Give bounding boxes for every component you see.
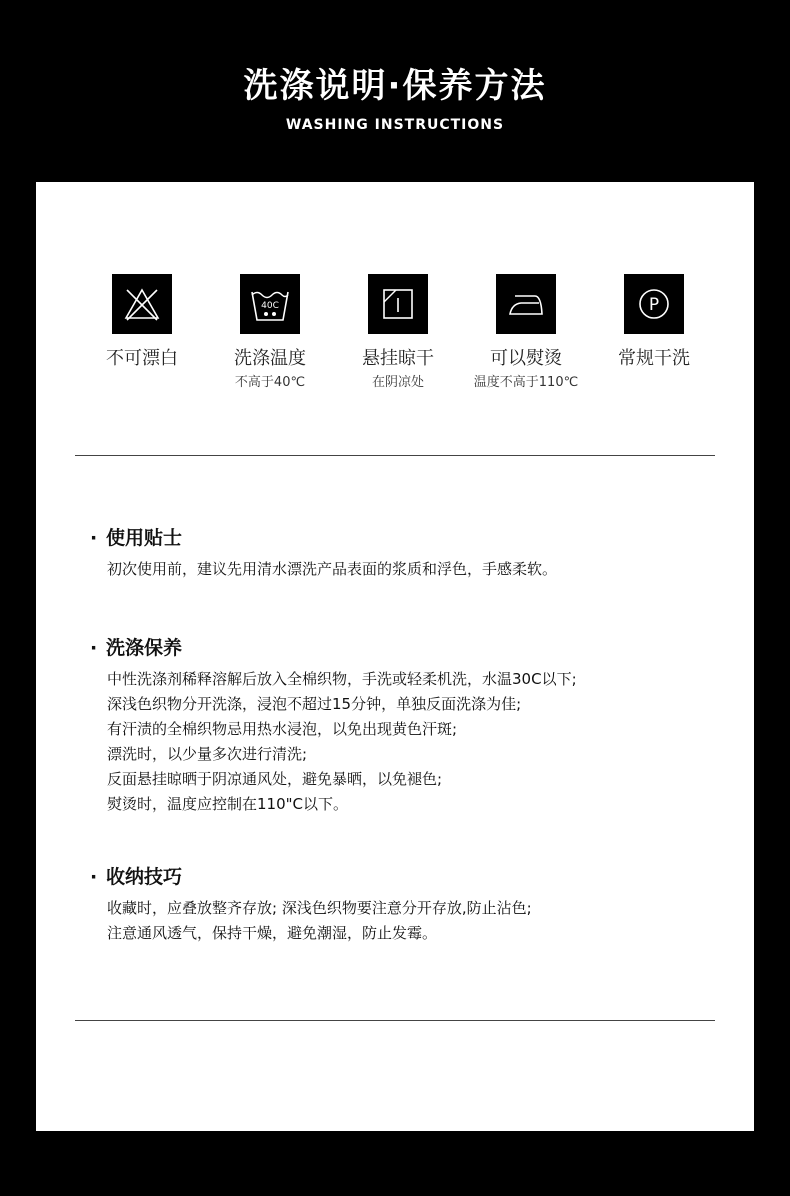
section-storage-tips <box>90 864 730 946</box>
bullet-dot: · <box>90 866 98 888</box>
bullet-dot: · <box>90 527 98 549</box>
wash-40c-icon <box>240 274 300 334</box>
care-label: 洗涤温度 <box>234 348 306 369</box>
section-title <box>90 864 730 890</box>
section-title <box>90 525 730 551</box>
care-sub: 不高于40℃ <box>234 375 306 390</box>
section-line: 初次使用前，建议先用清水漂洗产品表面的浆质和浮色，手感柔软。 <box>107 560 558 578</box>
section-lines <box>107 667 730 817</box>
section-title-text: 收纳技巧 <box>106 866 183 888</box>
section-lines <box>107 557 730 582</box>
care-item-hang-dry <box>334 274 462 391</box>
care-item-dry-clean <box>590 274 718 370</box>
section-line: 漂洗时，以少量多次进行清洗; <box>107 745 308 763</box>
page-title: 洗涤说明·保养方法 <box>243 66 547 106</box>
section-title-text: 洗涤保养 <box>106 637 183 659</box>
care-sub: 温度不高于110℃ <box>473 375 579 390</box>
section-line: 收藏时，应叠放整齐存放; 深浅色织物要注意分开存放,防止沾色; <box>107 899 532 917</box>
care-label: 悬挂晾干 <box>362 348 434 369</box>
section-line: 注意通风透气，保持干燥，避免潮湿，防止发霉。 <box>107 924 438 942</box>
section-usage-tips <box>90 525 730 582</box>
hang-dry-shade-icon <box>368 274 428 334</box>
section-title-text: 使用贴士 <box>106 527 183 549</box>
care-item-wash-temp <box>206 274 334 391</box>
iron-icon <box>496 274 556 334</box>
divider-top <box>75 455 715 456</box>
care-label: 可以熨烫 <box>490 348 562 369</box>
dry-clean-letter: P <box>648 295 660 315</box>
section-line: 深浅色织物分开洗涤，浸泡不超过15分钟，单独反面洗涤为佳; <box>107 695 522 713</box>
section-wash-care <box>90 635 730 817</box>
care-label: 不可漂白 <box>106 348 178 369</box>
no-bleach-icon <box>112 274 172 334</box>
divider-bottom <box>75 1020 715 1021</box>
bullet-dot: · <box>90 637 98 659</box>
section-line: 熨烫时，温度应控制在110"C以下。 <box>107 795 349 813</box>
section-line: 反面悬挂晾晒于阴凉通风处，避免暴晒，以免褪色; <box>107 770 443 788</box>
care-item-iron <box>462 274 590 391</box>
section-lines <box>107 896 730 946</box>
care-icon-row <box>36 274 754 404</box>
section-line: 中性洗涤剂稀释溶解后放入全棉织物，手洗或轻柔机洗，水温30C以下; <box>107 670 577 688</box>
wash-temp-text: 40C <box>261 301 279 311</box>
instructions-panel <box>36 182 754 1131</box>
care-label: 常规干洗 <box>618 348 690 369</box>
care-sub: 在阴凉处 <box>371 375 424 390</box>
section-line: 有汗渍的全棉织物忌用热水浸泡，以免出现黄色汗斑; <box>107 720 458 738</box>
page-subtitle: WASHING INSTRUCTIONS <box>285 117 505 133</box>
section-title <box>90 635 730 661</box>
care-item-no-bleach <box>78 274 206 370</box>
dry-clean-p-icon <box>624 274 684 334</box>
